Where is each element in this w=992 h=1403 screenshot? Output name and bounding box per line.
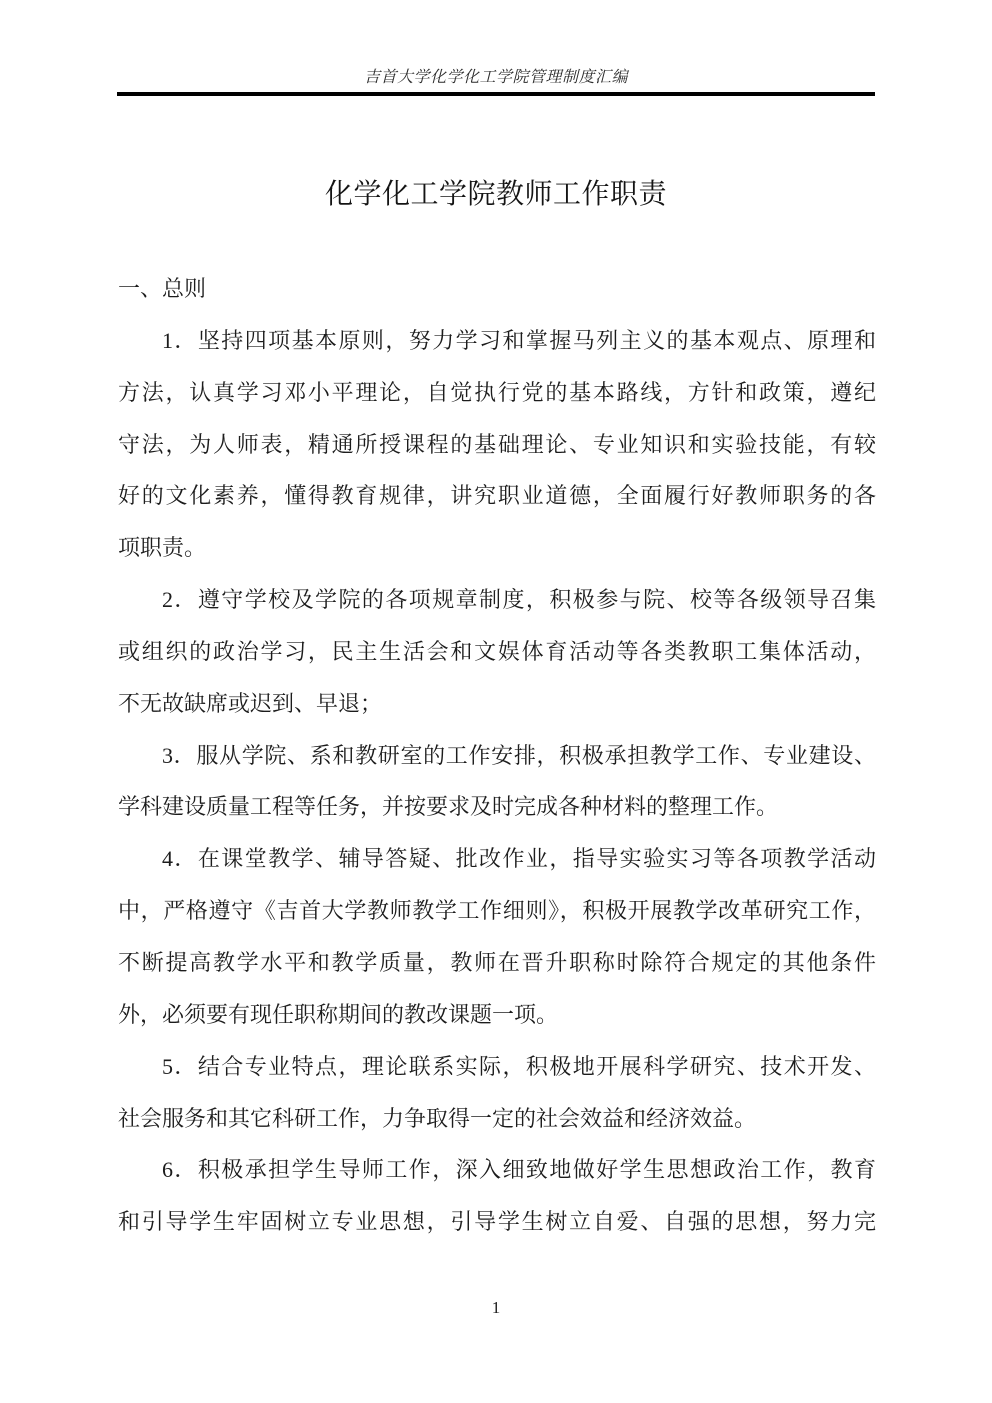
paragraph-line: 外，必须要有现任职称期间的教改课题一项。: [118, 1001, 559, 1027]
paragraph-line: 3．服从学院、系和教研室的工作安排，积极承担教学工作、专业建设、: [162, 742, 876, 768]
paragraph-line: 好的文化素养，懂得教育规律，讲究职业道德，全面履行好教师职务的各: [118, 483, 876, 509]
document-title: 化学化工学院教师工作职责: [324, 179, 667, 210]
paragraph-line: 守法，为人师表，精通所授课程的基础理论、专业知识和实验技能，有较: [118, 431, 876, 457]
paragraph-line: 方法，认真学习邓小平理论，自觉执行党的基本路线，方针和政策，遵纪: [118, 379, 876, 405]
document-body: [118, 272, 876, 1257]
paragraph-line: 和引导学生牢固树立专业思想，引导学生树立自爱、自强的思想，努力完: [118, 1209, 876, 1235]
paragraph-line: 2．遵守学校及学院的各项规章制度，积极参与院、校等各级领导召集: [162, 587, 876, 613]
paragraph-line: 中，严格遵守《吉首大学教师教学工作细则》，积极开展教学改革研究工作，: [118, 898, 876, 924]
paragraph-line: 5．结合专业特点，理论联系实际，积极地开展科学研究、技术开发、: [162, 1053, 876, 1079]
paragraph-line: 社会服务和其它科研工作，力争取得一定的社会效益和经济效益。: [118, 1105, 757, 1131]
paragraph-line: 学科建设质量工程等任务，并按要求及时完成各种材料的整理工作。: [118, 794, 779, 820]
paragraph-line: 不无故缺席或迟到、早退；: [118, 690, 383, 716]
paragraph-line: 4．在课堂教学、辅导答疑、批改作业，指导实验实习等各项教学活动: [162, 846, 876, 872]
section-heading-general: 一、总则: [118, 276, 207, 301]
paragraph-line: 不断提高教学水平和教学质量，教师在晋升职称时除符合规定的其他条件: [118, 949, 876, 975]
paragraph-line: 或组织的政治学习，民主生活会和文娱体育活动等各类教职工集体活动，: [118, 638, 876, 664]
paragraph-line: 项职责。: [118, 535, 207, 561]
paragraph-line: 1．坚持四项基本原则，努力学习和掌握马列主义的基本观点、原理和: [162, 327, 876, 353]
page-header-text: 吉首大学化学化工学院管理制度汇编: [363, 69, 628, 86]
page-number: 1: [491, 1298, 501, 1317]
paragraph-line: 6．积极承担学生导师工作，深入细致地做好学生思想政治工作，教育: [162, 1157, 876, 1183]
header-rule: [117, 92, 875, 96]
